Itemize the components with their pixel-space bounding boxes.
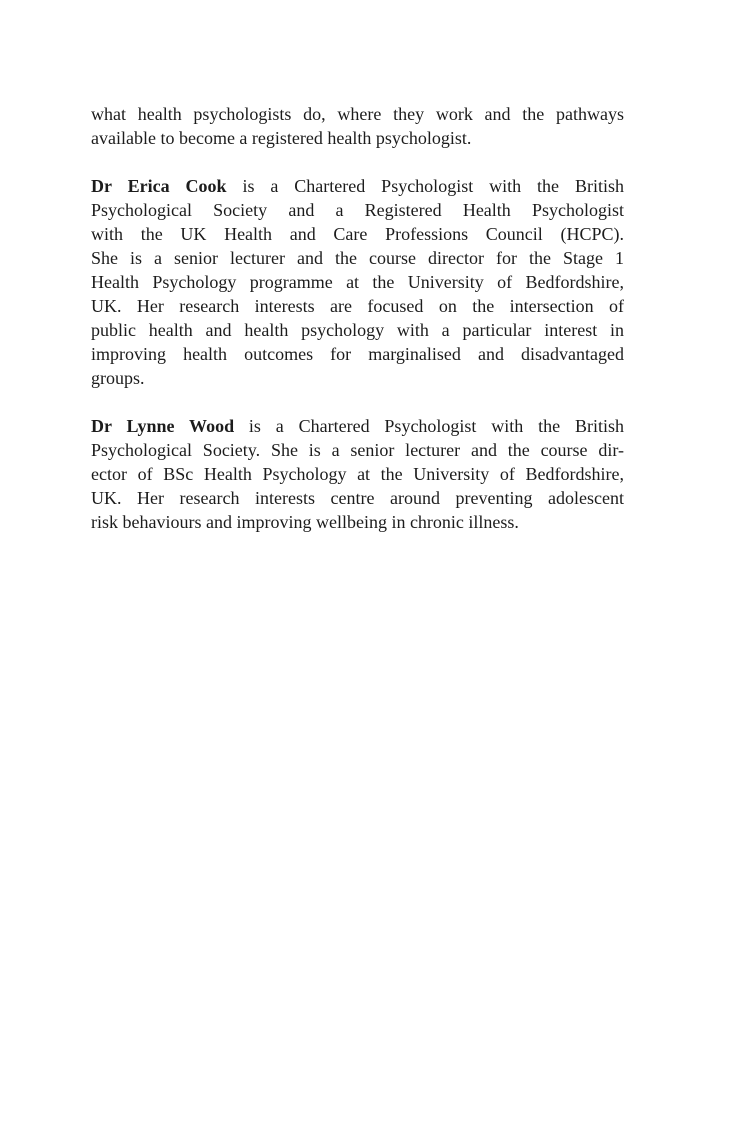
text-line: groups. <box>91 368 145 388</box>
text-line <box>91 174 624 198</box>
author-biographies <box>91 102 624 558</box>
text-line: public health and health psychology with a particular interest in <box>91 320 624 340</box>
text-fragment: is a Chartered Psychologist with the British <box>234 416 624 436</box>
text-line: UK. Her research interests centre around preventing adolescent <box>91 488 624 508</box>
text-line: She is a senior lecturer and the course director for the Stage 1 <box>91 248 624 268</box>
text-line: Psychological Society and a Registered Health Psychologist <box>91 200 624 220</box>
text-line: risk behaviours and improving wellbeing in chronic illness. <box>91 512 519 532</box>
bio-erica-cook <box>91 174 624 390</box>
text-line: Health Psychology programme at the University of Bedfordshire, <box>91 272 624 292</box>
text-line: improving health outcomes for marginalised and disadvantaged <box>91 344 624 364</box>
bio-lynne-wood <box>91 414 624 534</box>
author-name: Dr Erica Cook <box>91 176 227 196</box>
text-line: what health psychologists do, where they work and the pathways <box>91 104 624 124</box>
text-line: with the UK Health and Care Professions Council (HCPC). <box>91 224 624 244</box>
text-fragment: is a Chartered Psychologist with the British <box>226 176 624 196</box>
text-line: UK. Her research interests are focused on the intersection of <box>91 296 624 316</box>
text-line <box>91 414 624 438</box>
intro-paragraph <box>91 102 624 150</box>
text-line: Psychological Society. She is a senior lecturer and the course dir- <box>91 440 624 460</box>
text-line: ector of BSc Health Psychology at the University of Bedfordshire, <box>91 464 624 484</box>
author-name: Dr Lynne Wood <box>91 416 235 436</box>
text-line: available to become a registered health psychologist. <box>91 128 472 148</box>
